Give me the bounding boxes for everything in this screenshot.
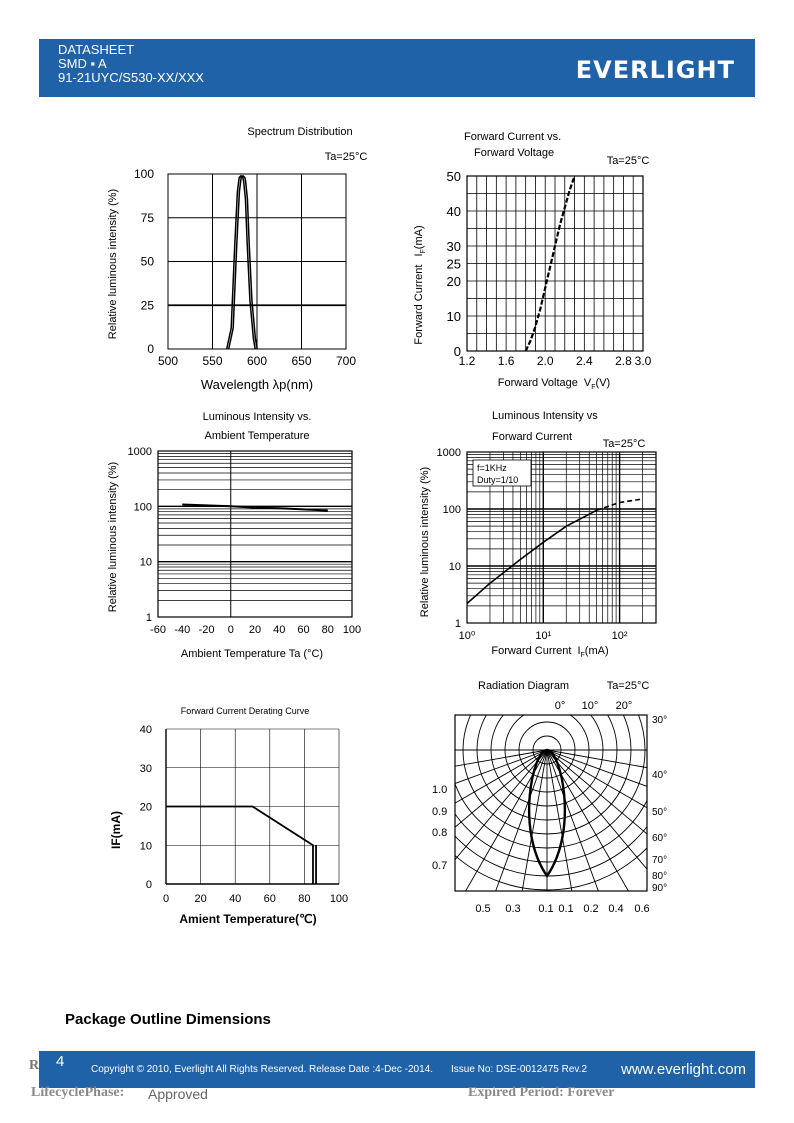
x-tick-label: 2.0: [536, 354, 554, 368]
y-tick-label: 75: [140, 210, 154, 225]
chart-title-line1: Luminous Intensity vs: [492, 410, 598, 422]
legend-line-duty: Duty=1/10: [477, 475, 519, 485]
chart-title-line1: Luminous Intensity vs.: [202, 411, 312, 423]
y-tick-label: 40: [139, 724, 152, 736]
angle-label-right: 80°: [652, 871, 668, 882]
doc-series: SMD ▪ A: [58, 56, 107, 71]
bottom-scale-label: 0.6: [634, 903, 650, 915]
y-axis-label: Relative luminous intensity (%): [107, 188, 119, 340]
legend-line-frequency: f=1KHz: [477, 463, 507, 473]
y-tick-label: 20: [446, 274, 461, 289]
x-tick-label: 80: [298, 893, 311, 905]
y-axis-unit: (mA): [413, 225, 425, 250]
x-tick-label: 3.0: [634, 354, 652, 368]
series-line: [182, 505, 327, 511]
series-line: [227, 176, 256, 349]
y-axis-label: [413, 225, 427, 344]
y-tick-label: 1000: [127, 446, 152, 458]
expired-period: Expired Period: Forever: [468, 1085, 615, 1100]
x-axis-name: Forward Current: [491, 645, 572, 657]
forward-current-voltage-chart: [410, 125, 670, 400]
angle-label-top: 20°: [615, 700, 633, 712]
angle-label-top: 0°: [554, 700, 566, 712]
y-tick-label: 0: [453, 344, 461, 359]
everlight-logo: EVERLIGHT: [575, 56, 735, 84]
intensity-current-chart: [410, 405, 670, 665]
lifecycle-value: Approved: [148, 1086, 208, 1102]
x-axis-symbol: I: [577, 645, 581, 657]
radial-label-left: 0.8: [432, 827, 448, 839]
y-tick-label: 100: [442, 504, 461, 516]
bottom-scale-label: 0.1: [558, 903, 574, 915]
website-link[interactable]: www.everlight.com: [621, 1061, 747, 1078]
y-tick-label: 1: [454, 618, 461, 630]
x-tick-label: -60: [150, 624, 166, 636]
x-tick-label: 60: [263, 893, 276, 905]
y-tick-label: 0: [147, 342, 154, 356]
doc-type: DATASHEET: [58, 42, 135, 57]
intensity-temperature-chart: [100, 400, 380, 675]
x-axis-subscript: F: [591, 384, 596, 391]
y-tick-label: 100: [133, 167, 154, 181]
spectrum-chart: [100, 118, 370, 398]
x-tick-label: 20: [194, 893, 207, 905]
angle-label-right: 90°: [652, 883, 668, 894]
x-tick-label: 550: [202, 354, 223, 368]
x-tick-label: 0: [227, 624, 234, 636]
y-tick-label: 1: [145, 612, 152, 624]
y-axis-label: Relative luminous intensity (%): [107, 461, 119, 613]
x-tick-label: 0: [162, 893, 170, 905]
angle-label-right: 40°: [652, 770, 668, 781]
x-tick-label: 1.2: [458, 354, 476, 368]
header-bar: [39, 39, 755, 97]
y-tick-label: 100: [133, 501, 152, 514]
x-axis-symbol: V: [583, 377, 592, 389]
y-axis-label: IF(mA): [109, 811, 123, 849]
chart-condition: Ta=25°C: [606, 680, 650, 692]
x-tick-label: -20: [198, 624, 215, 636]
y-tick-label: 10: [139, 840, 152, 853]
chart-condition: Ta=25°C: [606, 155, 650, 167]
x-tick-label: 60: [297, 624, 310, 636]
y-tick-label: 10: [139, 556, 152, 569]
radial-label-left: 0.9: [432, 806, 448, 818]
radiation-diagram: [420, 675, 670, 920]
derating-chart: [105, 695, 375, 945]
lifecycle-label: LifecyclePhase:: [31, 1085, 125, 1100]
y-tick-label: 40: [446, 204, 461, 219]
chart-title-line1: Forward Current vs.: [464, 131, 562, 143]
x-tick-label: 10²: [611, 630, 628, 642]
x-axis-unit: (V): [595, 377, 611, 389]
package-outline-heading: Package Outline Dimensions: [65, 1011, 271, 1028]
x-tick-label: 100: [329, 893, 349, 905]
part-number: 91-21UYC/S530-XX/XXX: [58, 70, 204, 85]
angle-label-right: 50°: [652, 807, 668, 818]
angle-label-top: 10°: [581, 700, 599, 712]
issue-number: Issue No: DSE-0012475 Rev.2: [451, 1064, 588, 1075]
radial-label-left: 1.0: [432, 784, 448, 796]
angle-label-right: 30°: [652, 715, 668, 726]
x-tick-label: -40: [174, 624, 191, 636]
copyright: Copyright © 2010, Everlight All Rights Reserved. Release Date :4-Dec -2014.: [91, 1064, 433, 1075]
x-axis-subscript: F: [580, 652, 585, 659]
y-tick-label: 30: [446, 239, 461, 254]
x-tick-label: 100: [342, 624, 362, 636]
x-axis-unit: (mA): [584, 645, 609, 657]
series-line-outline: [229, 176, 258, 349]
page-number: 4: [56, 1053, 65, 1070]
x-tick-label: 700: [335, 354, 357, 368]
bottom-scale-label: 0.4: [608, 903, 624, 915]
x-tick-label: 2.4: [575, 354, 593, 368]
x-tick-label: 2.8: [615, 354, 632, 368]
y-tick-label: 50: [446, 169, 461, 184]
plot-frame: [158, 451, 352, 617]
y-tick-label: 50: [140, 254, 154, 269]
x-tick-label: 650: [291, 354, 312, 368]
x-tick-label: 1.6: [497, 354, 515, 368]
y-tick-label: 10: [446, 309, 461, 324]
radial-label-left: 0.7: [432, 860, 448, 872]
svg-text:Forward CurrentIF(mA): [413, 225, 427, 344]
bottom-scale-label: 0.3: [505, 903, 521, 915]
bottom-scale-label: 0.1: [538, 903, 554, 915]
x-axis-label: Ambient Temperature Ta (°C): [180, 648, 324, 660]
x-axis-label: Amient Temperature(℃): [179, 912, 317, 926]
x-tick-label: 500: [157, 354, 179, 368]
chart-title-line2: Ambient Temperature: [204, 430, 310, 442]
y-tick-label: 10: [448, 561, 461, 573]
x-axis-label: Wavelength λp(nm): [200, 377, 314, 392]
chart-title: Forward Current Derating Curve: [180, 706, 310, 716]
y-axis-label: Relative luminous intensity (%): [419, 466, 431, 618]
chart-title: Radiation Diagram: [478, 680, 570, 692]
x-tick-label: 20: [248, 624, 262, 636]
x-tick-label: 40: [273, 624, 286, 636]
x-tick-label: 10⁰: [458, 630, 476, 642]
x-tick-label: 80: [321, 624, 334, 636]
chart-condition: Ta=25°C: [324, 151, 368, 163]
x-tick-label: 10¹: [535, 630, 552, 642]
footer-bar: [39, 1051, 755, 1088]
y-tick-label: 25: [446, 256, 461, 272]
x-tick-label: 40: [229, 893, 242, 905]
x-axis-label: [491, 645, 608, 659]
y-tick-label: 0: [145, 879, 152, 891]
x-tick-label: 600: [246, 354, 268, 368]
x-axis-name: Forward Voltage: [497, 377, 578, 389]
chart-title-line2: Forward Current: [492, 431, 573, 443]
chart-title-line2: Forward Voltage: [474, 147, 555, 159]
x-axis-label: [498, 377, 610, 391]
chart-condition: Ta=25°C: [602, 438, 646, 450]
y-axis-name: Forward Current: [413, 264, 425, 345]
y-axis-subscript: F: [420, 249, 427, 254]
y-tick-label: 30: [139, 762, 152, 775]
footer-r-stub: R: [29, 1058, 40, 1073]
page-number-box: [39, 1051, 83, 1088]
bottom-scale-label: 0.2: [583, 903, 599, 915]
y-tick-label: 20: [139, 801, 152, 814]
y-tick-label: 1000: [436, 447, 461, 459]
angle-label-right: 60°: [652, 833, 668, 844]
angle-label-right: 70°: [652, 855, 668, 866]
chart-title: Spectrum Distribution: [247, 126, 353, 138]
bottom-scale-label: 0.5: [475, 903, 491, 915]
y-tick-label: 25: [140, 298, 154, 313]
y-axis-symbol: I: [413, 253, 425, 257]
